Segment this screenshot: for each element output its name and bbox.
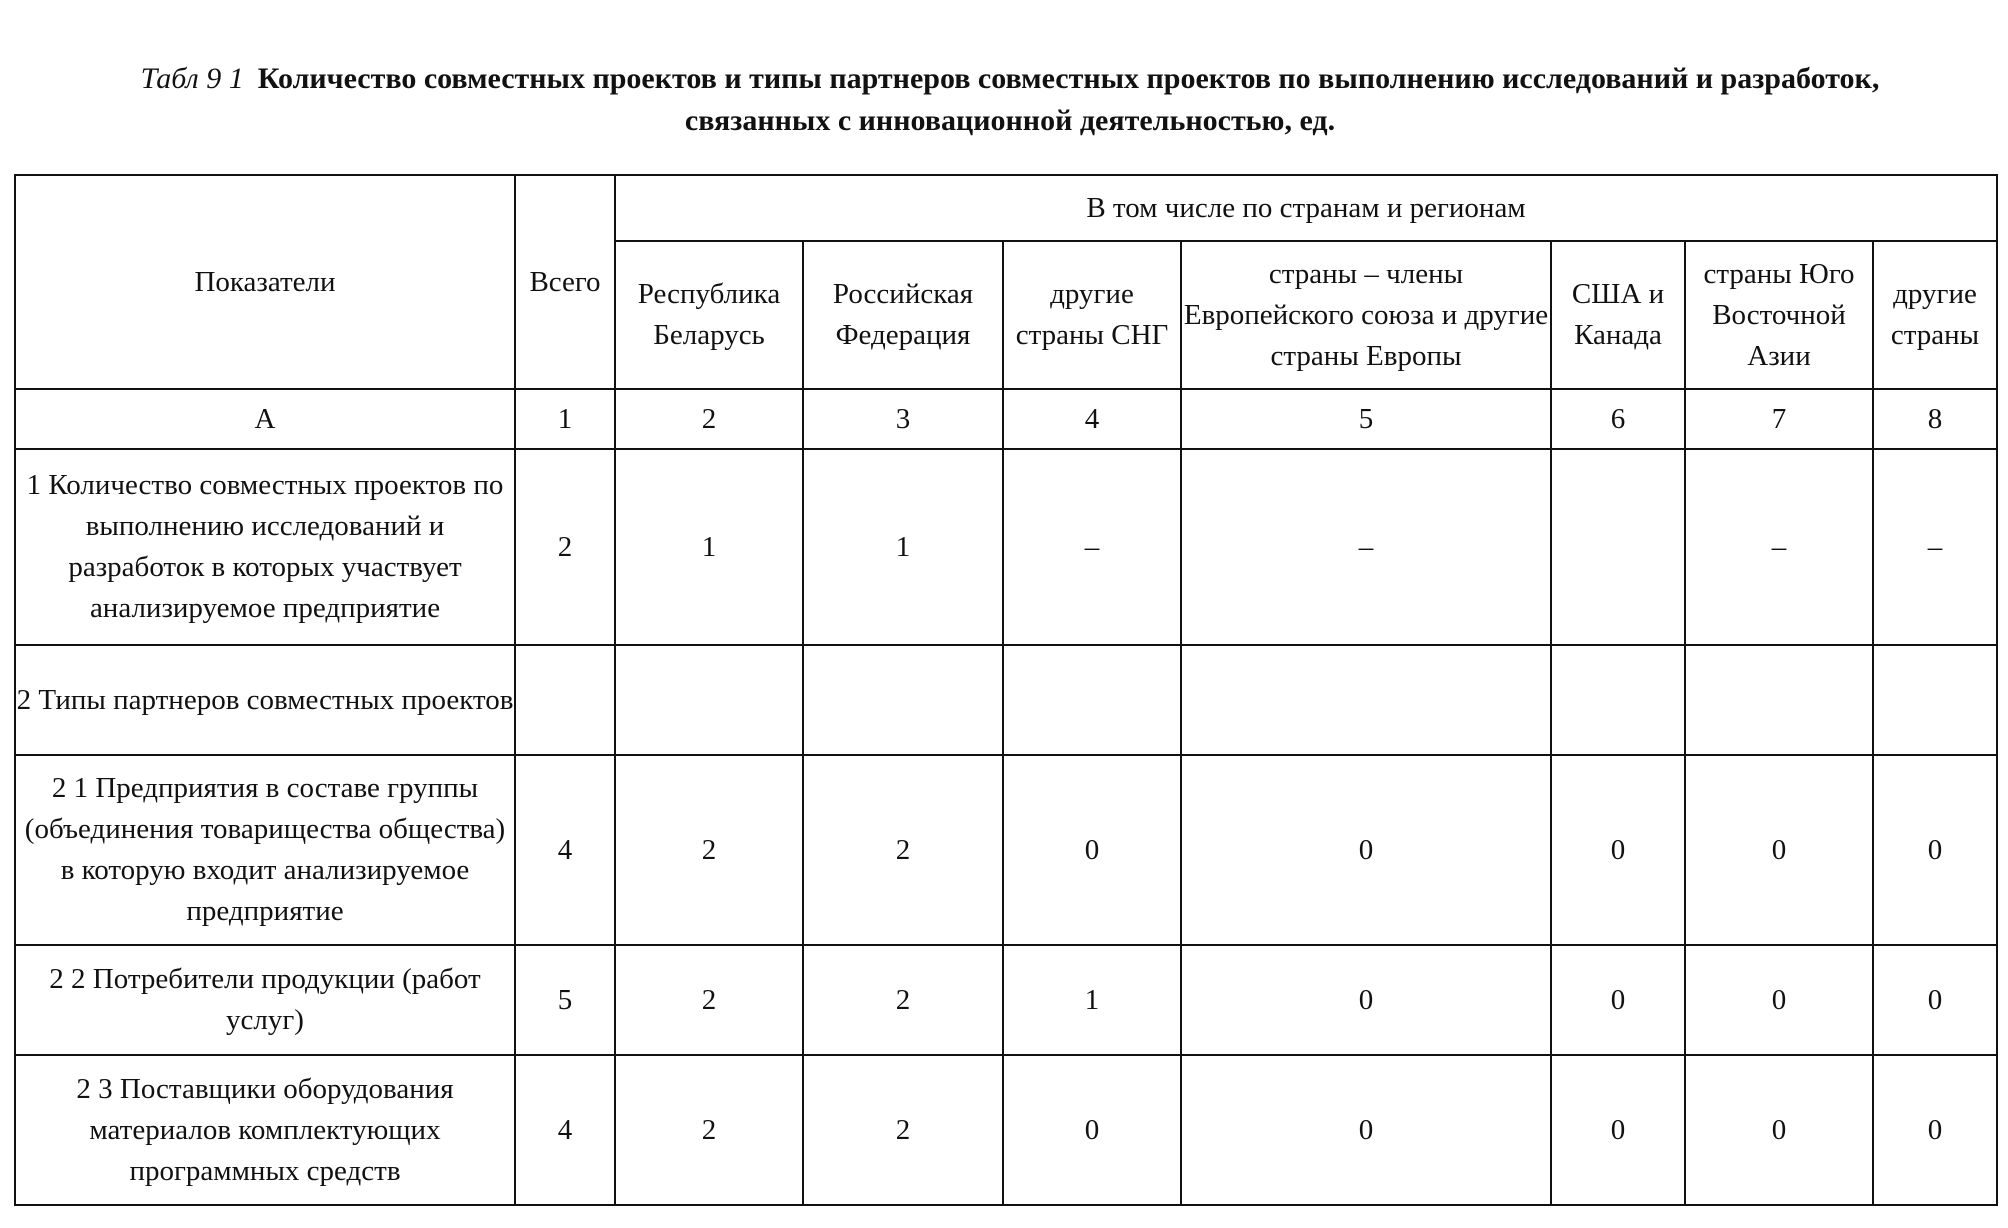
table-caption	[30, 58, 1990, 142]
cell-value: 2	[803, 755, 1003, 945]
cell-value	[1181, 645, 1551, 755]
header-group: В том числе по странам и регионам	[615, 175, 1997, 241]
table-row	[15, 755, 1997, 945]
table-title-line1: Количество совместных проектов и типы партнеров совместных проектов по выполнению исследований и разработок,	[257, 62, 1880, 95]
header-col-belarus: Республика Беларусь	[615, 241, 803, 389]
row-label: 2 3 Поставщики оборудования материалов комплектующих программных средств	[15, 1055, 515, 1205]
data-table	[14, 174, 1998, 1206]
row-label: 2 2 Потребители продукции (работ услуг)	[15, 945, 515, 1055]
table-row	[15, 645, 1997, 755]
cell-value	[615, 645, 803, 755]
cell-value: 0	[1551, 945, 1685, 1055]
code-cell: 6	[1551, 389, 1685, 449]
cell-value: –	[1181, 449, 1551, 645]
table-row	[15, 945, 1997, 1055]
cell-value	[803, 645, 1003, 755]
cell-value: 0	[1181, 1055, 1551, 1205]
row-label: 2 Типы партнеров совместных проектов	[15, 645, 515, 755]
cell-value: –	[1873, 449, 1997, 645]
cell-value: 1	[803, 449, 1003, 645]
header-col-europe: страны – члены Европейского союза и другие страны Европы	[1181, 241, 1551, 389]
cell-total: 5	[515, 945, 615, 1055]
header-col-other: другие страны	[1873, 241, 1997, 389]
code-cell: 4	[1003, 389, 1181, 449]
header-indicators: Показатели	[15, 175, 515, 389]
code-cell: А	[15, 389, 515, 449]
header-col-se-asia: страны Юго Восточной Азии	[1685, 241, 1873, 389]
cell-value: 0	[1873, 755, 1997, 945]
cell-value: 0	[1873, 1055, 1997, 1205]
cell-value: 0	[1551, 755, 1685, 945]
cell-total: 2	[515, 449, 615, 645]
cell-value: 0	[1873, 945, 1997, 1055]
row-label: 1 Количество совместных проектов по выполнению исследований и разработок в которых участвует анализируемое предприятие	[15, 449, 515, 645]
row-label: 2 1 Предприятия в составе группы (объединения товарищества общества) в которую входит анализируемое предприятие	[15, 755, 515, 945]
cell-value: 0	[1685, 1055, 1873, 1205]
header-row-1	[15, 175, 1997, 241]
table-number: Табл 9 1	[140, 62, 244, 95]
cell-value: –	[1003, 449, 1181, 645]
table-title-line2: связанных с инновационной деятельностью, ед.	[684, 104, 1336, 137]
cell-value: –	[1685, 449, 1873, 645]
code-cell: 1	[515, 389, 615, 449]
code-cell: 3	[803, 389, 1003, 449]
cell-value: 2	[615, 1055, 803, 1205]
table-row	[15, 1055, 1997, 1205]
header-col-russia: Российская Федерация	[803, 241, 1003, 389]
cell-total: 4	[515, 1055, 615, 1205]
code-cell: 5	[1181, 389, 1551, 449]
header-total: Всего	[515, 175, 615, 389]
cell-value: 0	[1181, 945, 1551, 1055]
code-cell: 2	[615, 389, 803, 449]
cell-value	[1003, 645, 1181, 755]
code-cell: 8	[1873, 389, 1997, 449]
cell-value: 2	[615, 945, 803, 1055]
column-codes-row	[15, 389, 1997, 449]
header-col-usa-canada: США и Канада	[1551, 241, 1685, 389]
code-cell: 7	[1685, 389, 1873, 449]
cell-value: 2	[615, 755, 803, 945]
table-row	[15, 449, 1997, 645]
cell-value: 1	[615, 449, 803, 645]
cell-value: 0	[1551, 1055, 1685, 1205]
cell-value: 0	[1003, 1055, 1181, 1205]
cell-value: 0	[1685, 945, 1873, 1055]
cell-value	[1551, 449, 1685, 645]
cell-value: 0	[1685, 755, 1873, 945]
cell-value: 1	[1003, 945, 1181, 1055]
cell-value	[1873, 645, 1997, 755]
cell-value	[1685, 645, 1873, 755]
cell-value: 0	[1003, 755, 1181, 945]
header-col-cis: другие страны СНГ	[1003, 241, 1181, 389]
cell-value: 2	[803, 945, 1003, 1055]
cell-total	[515, 645, 615, 755]
cell-value: 2	[803, 1055, 1003, 1205]
cell-value	[1551, 645, 1685, 755]
cell-value: 0	[1181, 755, 1551, 945]
cell-total: 4	[515, 755, 615, 945]
